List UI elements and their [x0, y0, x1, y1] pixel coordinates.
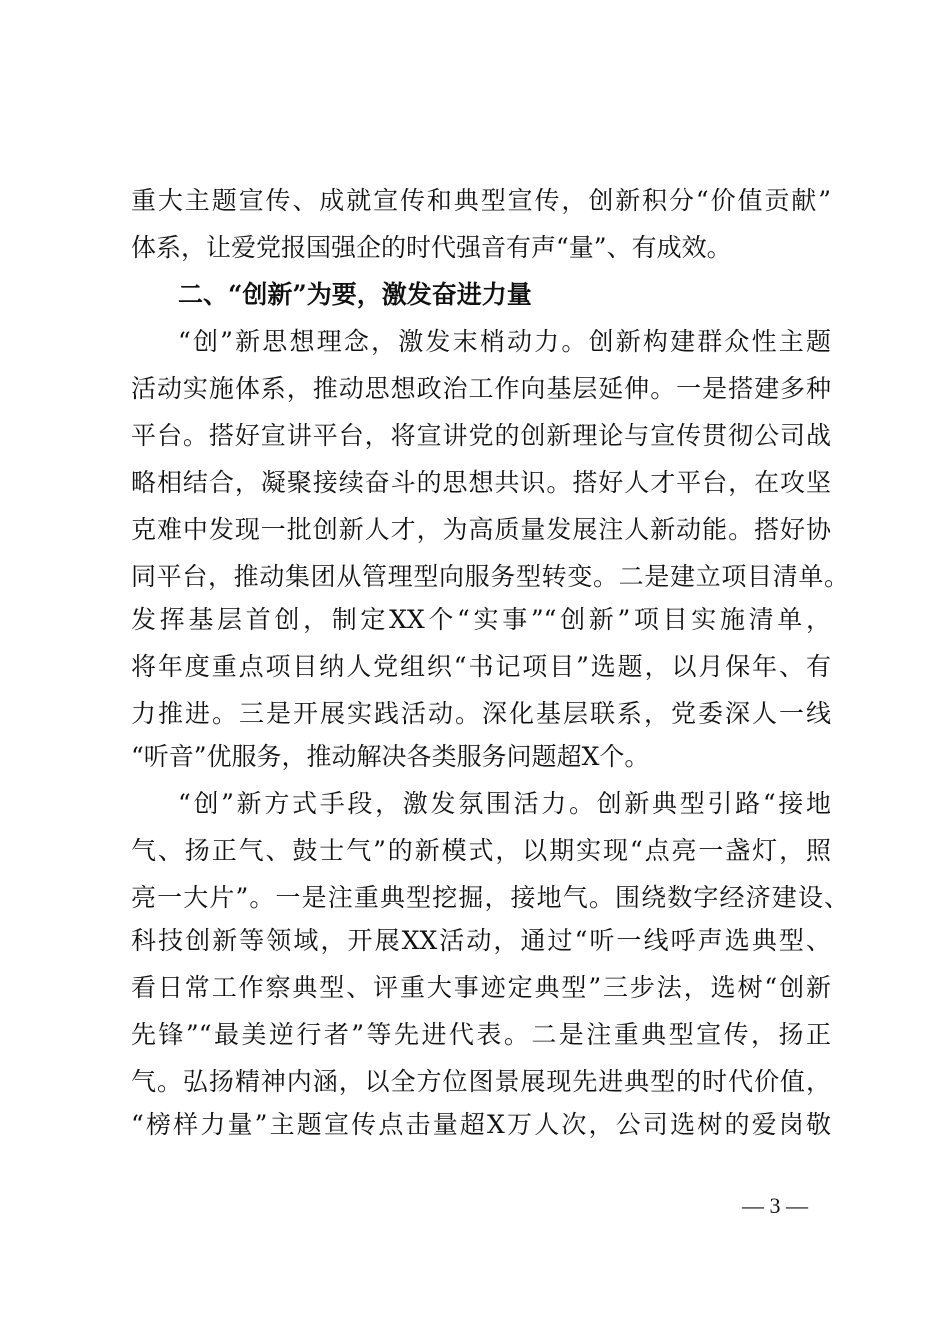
body-text-line: 先锋”“最美逆行者”等先进代表。二是注重典型宣传，扬正: [131, 1020, 831, 1049]
body-text-line: 同平台，推动集团从管理型向服务型转变。二是建立项目清单。: [131, 562, 849, 591]
body-text-line: 活动实施体系，推动思想政治工作向基层延伸。一是搭建多种: [131, 374, 831, 403]
body-text-line: 气、扬正气、鼓士气”的新模式，以期实现“点亮一盏灯，照: [131, 836, 831, 865]
body-text-line: 克难中发现一批创新人才，为高质量发展注人新动能。搭好协: [131, 515, 831, 544]
body-text-line: 略相结合，凝聚接续奋斗的思想共识。搭好人才平台，在攻坚: [131, 468, 831, 497]
body-text-line: “榜样力量”主题宣传点击量超X万人次，公司选树的爱岗敬: [131, 1110, 831, 1139]
body-text-line: “创”新方式手段，激发氛围活力。创新典型引路“接地: [178, 789, 831, 818]
body-text-line: 看日常工作察典型、评重大事迹定典型”三步法，选树“创新: [131, 973, 831, 1002]
body-text-line: 发挥基层首创，制定XX个“实事”“创新”项目实施清单，: [131, 605, 831, 634]
page-number: — 3 —: [742, 1193, 808, 1218]
body-text-line: 体系，让爱党报国强企的时代强音有声“量”、有成效。: [131, 233, 732, 262]
body-text-line: 平台。搭好宣讲平台，将宣讲党的创新理论与宣传贯彻公司战: [131, 421, 831, 450]
body-text-line: “听音”优服务，推动解决各类服务问题超X个。: [131, 742, 650, 771]
body-text-line: 力推进。三是开展实践活动。深化基层联系，党委深人一线: [131, 699, 831, 728]
section-heading: 二、“创新”为要，激发奋进力量: [178, 280, 532, 309]
body-text-line: 科技创新等领域，开展XX活动，通过“听一线呼声选典型、: [131, 926, 831, 955]
body-text-line: 重大主题宣传、成就宣传和典型宣传，创新积分“价值贡献”: [131, 186, 831, 215]
body-text-line: 气。弘扬精神内涵，以全方位图景展现先进典型的时代价值，: [131, 1067, 831, 1096]
body-text-line: 将年度重点项目纳人党组织“书记项目”选题，以月保年、有: [131, 652, 831, 681]
body-text-line: 亮一大片”。一是注重典型挖掘，接地气。围绕数字经济建设、: [131, 883, 849, 912]
body-text-line: “创”新思想理念，激发末梢动力。创新构建群众性主题: [178, 327, 831, 356]
